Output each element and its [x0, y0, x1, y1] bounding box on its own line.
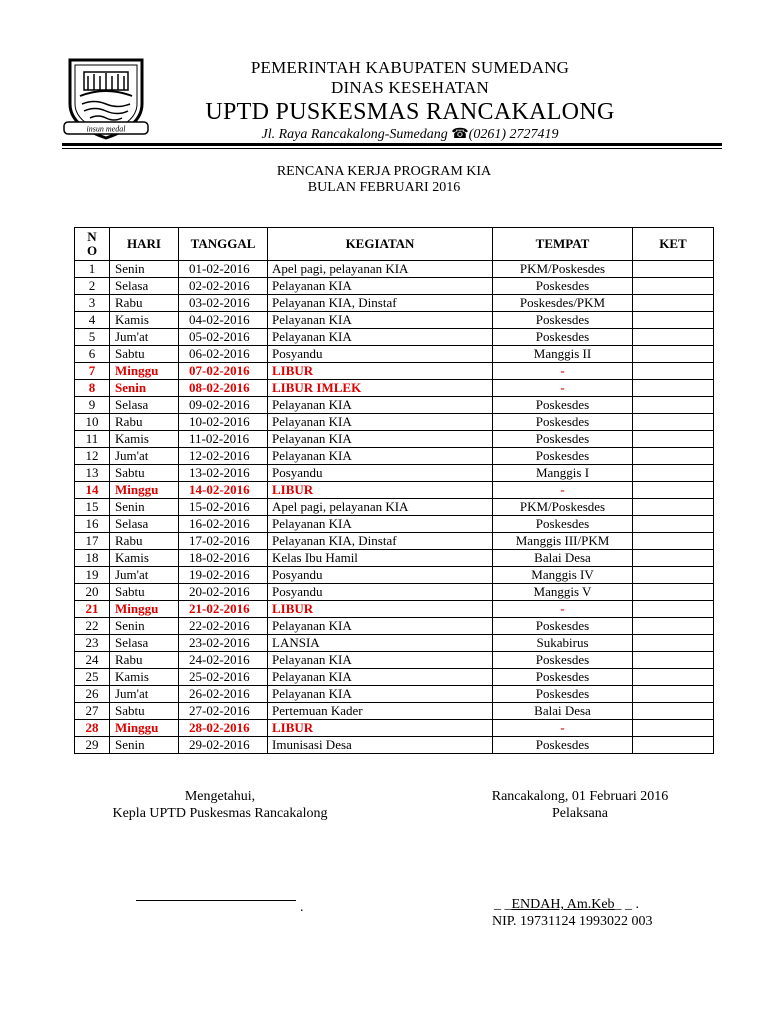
executor-name-suffix: _ _ . — [614, 897, 640, 912]
cell-kegiatan: Pelayanan KIA — [268, 448, 493, 465]
cell-no: 7 — [75, 363, 110, 380]
table-row — [75, 414, 714, 431]
cell-hari: Jum'at — [110, 448, 179, 465]
table-row — [75, 686, 714, 703]
cell-kegiatan: LIBUR — [268, 720, 493, 737]
cell-hari: Kamis — [110, 312, 179, 329]
cell-kegiatan: Pelayanan KIA — [268, 414, 493, 431]
cell-tanggal: 20-02-2016 — [179, 584, 268, 601]
cell-ket — [633, 652, 714, 669]
table-header-row — [75, 228, 714, 261]
cell-tanggal: 12-02-2016 — [179, 448, 268, 465]
cell-no: 18 — [75, 550, 110, 567]
executor-nip: NIP. 19731124 1993022 003 — [492, 914, 653, 929]
cell-ket — [633, 482, 714, 499]
signature-blank-line — [136, 900, 296, 901]
address-text: Jl. Raya Rancakalong-Sumedang — [261, 127, 448, 142]
cell-hari: Jum'at — [110, 567, 179, 584]
cell-tempat: Poskesdes — [493, 312, 633, 329]
sumedang-crest-icon — [62, 54, 150, 144]
cell-tempat: Poskesdes — [493, 448, 633, 465]
cell-no: 10 — [75, 414, 110, 431]
cell-ket — [633, 703, 714, 720]
phone-number: (0261) 2727419 — [468, 127, 559, 142]
cell-hari: Rabu — [110, 414, 179, 431]
cell-no: 2 — [75, 278, 110, 295]
cell-ket — [633, 312, 714, 329]
table-row — [75, 737, 714, 754]
cell-tanggal: 03-02-2016 — [179, 295, 268, 312]
cell-ket — [633, 363, 714, 380]
letterhead — [150, 58, 670, 144]
cell-ket — [633, 397, 714, 414]
cell-hari: Minggu — [110, 363, 179, 380]
cell-no: 26 — [75, 686, 110, 703]
cell-tempat: Manggis I — [493, 465, 633, 482]
cell-hari: Kamis — [110, 550, 179, 567]
cell-hari: Rabu — [110, 295, 179, 312]
letterhead-government: PEMERINTAH KABUPATEN SUMEDANG — [250, 58, 570, 77]
cell-no: 9 — [75, 397, 110, 414]
executor-name-prefix: _ _ — [494, 897, 512, 912]
header-hari: HARI — [110, 228, 179, 261]
cell-tempat: - — [493, 601, 633, 618]
cell-no: 16 — [75, 516, 110, 533]
table-row — [75, 516, 714, 533]
cell-ket — [633, 329, 714, 346]
cell-kegiatan: Pelayanan KIA — [268, 312, 493, 329]
table-body — [75, 261, 714, 754]
cell-kegiatan: Pelayanan KIA — [268, 686, 493, 703]
cell-ket — [633, 567, 714, 584]
cell-hari: Senin — [110, 618, 179, 635]
cell-kegiatan: LIBUR — [268, 363, 493, 380]
table-row — [75, 295, 714, 312]
cell-ket — [633, 499, 714, 516]
cell-ket — [633, 533, 714, 550]
cell-tempat: Balai Desa — [493, 703, 633, 720]
cell-tanggal: 05-02-2016 — [179, 329, 268, 346]
cell-tempat: Manggis III/PKM — [493, 533, 633, 550]
cell-tempat: Sukabirus — [493, 635, 633, 652]
cell-no: 3 — [75, 295, 110, 312]
cell-no: 28 — [75, 720, 110, 737]
cell-no: 8 — [75, 380, 110, 397]
cell-no: 6 — [75, 346, 110, 363]
cell-no: 13 — [75, 465, 110, 482]
cell-kegiatan: Posyandu — [268, 465, 493, 482]
executor-label: Pelaksana — [552, 806, 608, 821]
table-row — [75, 669, 714, 686]
cell-tanggal: 21-02-2016 — [179, 601, 268, 618]
cell-tempat: - — [493, 380, 633, 397]
cell-no: 20 — [75, 584, 110, 601]
cell-tanggal: 25-02-2016 — [179, 669, 268, 686]
cell-kegiatan: Pelayanan KIA, Dinstaf — [268, 533, 493, 550]
cell-hari: Sabtu — [110, 465, 179, 482]
cell-tempat: Balai Desa — [493, 550, 633, 567]
cell-hari: Kamis — [110, 669, 179, 686]
cell-hari: Sabtu — [110, 584, 179, 601]
table-row — [75, 533, 714, 550]
cell-tanggal: 01-02-2016 — [179, 261, 268, 278]
cell-no: 25 — [75, 669, 110, 686]
table-row-holiday — [75, 482, 714, 499]
cell-kegiatan: Pertemuan Kader — [268, 703, 493, 720]
header-ket: KET — [633, 228, 714, 261]
cell-tanggal: 26-02-2016 — [179, 686, 268, 703]
cell-tanggal: 17-02-2016 — [179, 533, 268, 550]
letterhead-institution: UPTD PUSKESMAS RANCAKALONG — [205, 99, 615, 125]
cell-hari: Selasa — [110, 397, 179, 414]
cell-hari: Minggu — [110, 601, 179, 618]
cell-hari: Senin — [110, 261, 179, 278]
cell-tanggal: 14-02-2016 — [179, 482, 268, 499]
cell-no: 11 — [75, 431, 110, 448]
cell-ket — [633, 550, 714, 567]
cell-kegiatan: LIBUR — [268, 482, 493, 499]
document-title — [0, 164, 768, 196]
cell-kegiatan: Pelayanan KIA — [268, 669, 493, 686]
cell-tempat: Manggis II — [493, 346, 633, 363]
cell-tempat: Poskesdes — [493, 431, 633, 448]
cell-hari: Jum'at — [110, 686, 179, 703]
cell-tempat: - — [493, 363, 633, 380]
executor-name-line — [494, 896, 639, 913]
cell-no: 12 — [75, 448, 110, 465]
kabupaten-logo — [62, 54, 150, 144]
cell-kegiatan: Pelayanan KIA — [268, 618, 493, 635]
cell-kegiatan: Apel pagi, pelayanan KIA — [268, 499, 493, 516]
cell-ket — [633, 431, 714, 448]
work-plan-table — [74, 227, 714, 754]
cell-hari: Kamis — [110, 431, 179, 448]
cell-ket — [633, 737, 714, 754]
cell-tempat: Poskesdes — [493, 686, 633, 703]
cell-ket — [633, 584, 714, 601]
cell-tanggal: 18-02-2016 — [179, 550, 268, 567]
cell-no: 22 — [75, 618, 110, 635]
letterhead-rule-thick — [62, 143, 722, 146]
cell-tempat: PKM/Poskesdes — [493, 261, 633, 278]
cell-kegiatan: Posyandu — [268, 346, 493, 363]
cell-ket — [633, 295, 714, 312]
cell-hari: Minggu — [110, 482, 179, 499]
cell-tempat: Poskesdes — [493, 414, 633, 431]
table-row — [75, 499, 714, 516]
cell-tempat: Poskesdes — [493, 516, 633, 533]
cell-tempat: Poskesdes — [493, 278, 633, 295]
table-row — [75, 278, 714, 295]
cell-ket — [633, 346, 714, 363]
cell-kegiatan: LIBUR IMLEK — [268, 380, 493, 397]
cell-hari: Senin — [110, 380, 179, 397]
table-row — [75, 584, 714, 601]
cell-tanggal: 24-02-2016 — [179, 652, 268, 669]
cell-hari: Sabtu — [110, 346, 179, 363]
cell-ket — [633, 601, 714, 618]
cell-ket — [633, 618, 714, 635]
cell-ket — [633, 448, 714, 465]
cell-tanggal: 07-02-2016 — [179, 363, 268, 380]
head-title: Kepla UPTD Puskesmas Rancakalong — [112, 806, 328, 821]
cell-kegiatan: Pelayanan KIA — [268, 329, 493, 346]
cell-tempat: Manggis IV — [493, 567, 633, 584]
cell-hari: Minggu — [110, 720, 179, 737]
cell-no: 23 — [75, 635, 110, 652]
cell-tanggal: 06-02-2016 — [179, 346, 268, 363]
cell-no: 21 — [75, 601, 110, 618]
cell-tanggal: 23-02-2016 — [179, 635, 268, 652]
cell-ket — [633, 635, 714, 652]
table-row — [75, 635, 714, 652]
table-row — [75, 261, 714, 278]
letterhead-rule-thin — [62, 148, 722, 149]
cell-no: 14 — [75, 482, 110, 499]
letterhead-department: DINAS KESEHATAN — [331, 78, 489, 97]
cell-hari: Senin — [110, 737, 179, 754]
cell-kegiatan: Imunisasi Desa — [268, 737, 493, 754]
cell-kegiatan: Kelas Ibu Hamil — [268, 550, 493, 567]
signature-blank-suffix: . — [300, 900, 304, 915]
cell-kegiatan: LIBUR — [268, 601, 493, 618]
cell-ket — [633, 278, 714, 295]
table-row — [75, 448, 714, 465]
cell-no: 19 — [75, 567, 110, 584]
cell-tempat: Poskesdes — [493, 652, 633, 669]
signature-left — [90, 788, 350, 822]
cell-kegiatan: Posyandu — [268, 567, 493, 584]
table-row — [75, 618, 714, 635]
cell-tanggal: 29-02-2016 — [179, 737, 268, 754]
cell-tanggal: 09-02-2016 — [179, 397, 268, 414]
cell-no: 15 — [75, 499, 110, 516]
cell-ket — [633, 720, 714, 737]
table-row — [75, 550, 714, 567]
table-row — [75, 652, 714, 669]
cell-tanggal: 16-02-2016 — [179, 516, 268, 533]
cell-tempat: - — [493, 720, 633, 737]
cell-ket — [633, 261, 714, 278]
cell-tempat: Manggis V — [493, 584, 633, 601]
cell-tanggal: 22-02-2016 — [179, 618, 268, 635]
telephone-icon: ☎ — [451, 127, 469, 142]
header-tanggal: TANGGAL — [179, 228, 268, 261]
cell-kegiatan: Apel pagi, pelayanan KIA — [268, 261, 493, 278]
cell-kegiatan: Pelayanan KIA — [268, 431, 493, 448]
cell-tempat: - — [493, 482, 633, 499]
document-title-line2: BULAN FEBRUARI 2016 — [307, 180, 461, 195]
cell-no: 24 — [75, 652, 110, 669]
cell-kegiatan: Pelayanan KIA, Dinstaf — [268, 295, 493, 312]
cell-no: 29 — [75, 737, 110, 754]
cell-tanggal: 11-02-2016 — [179, 431, 268, 448]
table-row — [75, 431, 714, 448]
cell-ket — [633, 380, 714, 397]
cell-hari: Selasa — [110, 516, 179, 533]
table-row — [75, 567, 714, 584]
table-row — [75, 346, 714, 363]
cell-kegiatan: Posyandu — [268, 584, 493, 601]
place-date: Rancakalong, 01 Februari 2016 — [491, 789, 669, 804]
executor-name: ENDAH, Am.Keb — [511, 897, 615, 912]
cell-tempat: Poskesdes — [493, 737, 633, 754]
cell-tanggal: 15-02-2016 — [179, 499, 268, 516]
cell-no: 17 — [75, 533, 110, 550]
cell-hari: Selasa — [110, 635, 179, 652]
cell-tempat: Poskesdes — [493, 618, 633, 635]
cell-ket — [633, 686, 714, 703]
document-title-line1: RENCANA KERJA PROGRAM KIA — [276, 164, 492, 179]
table-row — [75, 465, 714, 482]
table-row — [75, 329, 714, 346]
cell-tanggal: 08-02-2016 — [179, 380, 268, 397]
cell-tempat: Poskesdes — [493, 397, 633, 414]
table-row-holiday — [75, 363, 714, 380]
cell-ket — [633, 669, 714, 686]
cell-tempat: Poskesdes — [493, 669, 633, 686]
cell-tempat: Poskesdes — [493, 329, 633, 346]
cell-no: 27 — [75, 703, 110, 720]
table-row-holiday — [75, 601, 714, 618]
table-row — [75, 397, 714, 414]
signature-right — [470, 788, 690, 822]
header-no: N O — [75, 228, 110, 261]
cell-hari: Selasa — [110, 278, 179, 295]
cell-hari: Senin — [110, 499, 179, 516]
letterhead-address-line — [150, 126, 670, 144]
cell-no: 5 — [75, 329, 110, 346]
cell-kegiatan: Pelayanan KIA — [268, 652, 493, 669]
header-tempat: TEMPAT — [493, 228, 633, 261]
table-row — [75, 703, 714, 720]
cell-tanggal: 28-02-2016 — [179, 720, 268, 737]
cell-tanggal: 04-02-2016 — [179, 312, 268, 329]
cell-kegiatan: LANSIA — [268, 635, 493, 652]
table-row-holiday — [75, 380, 714, 397]
table-row — [75, 312, 714, 329]
cell-ket — [633, 516, 714, 533]
acknowledged-label: Mengetahui, — [184, 789, 256, 804]
cell-kegiatan: Pelayanan KIA — [268, 397, 493, 414]
cell-tanggal: 13-02-2016 — [179, 465, 268, 482]
cell-tempat: PKM/Poskesdes — [493, 499, 633, 516]
cell-ket — [633, 465, 714, 482]
cell-tanggal: 02-02-2016 — [179, 278, 268, 295]
cell-hari: Sabtu — [110, 703, 179, 720]
cell-hari: Rabu — [110, 652, 179, 669]
header-kegiatan: KEGIATAN — [268, 228, 493, 261]
cell-ket — [633, 414, 714, 431]
cell-no: 1 — [75, 261, 110, 278]
logo-motto: insun medal — [86, 124, 126, 134]
cell-tempat: Poskesdes/PKM — [493, 295, 633, 312]
cell-tanggal: 27-02-2016 — [179, 703, 268, 720]
cell-no: 4 — [75, 312, 110, 329]
cell-kegiatan: Pelayanan KIA — [268, 516, 493, 533]
cell-kegiatan: Pelayanan KIA — [268, 278, 493, 295]
cell-tanggal: 19-02-2016 — [179, 567, 268, 584]
cell-hari: Rabu — [110, 533, 179, 550]
table-row-holiday — [75, 720, 714, 737]
cell-hari: Jum'at — [110, 329, 179, 346]
cell-tanggal: 10-02-2016 — [179, 414, 268, 431]
